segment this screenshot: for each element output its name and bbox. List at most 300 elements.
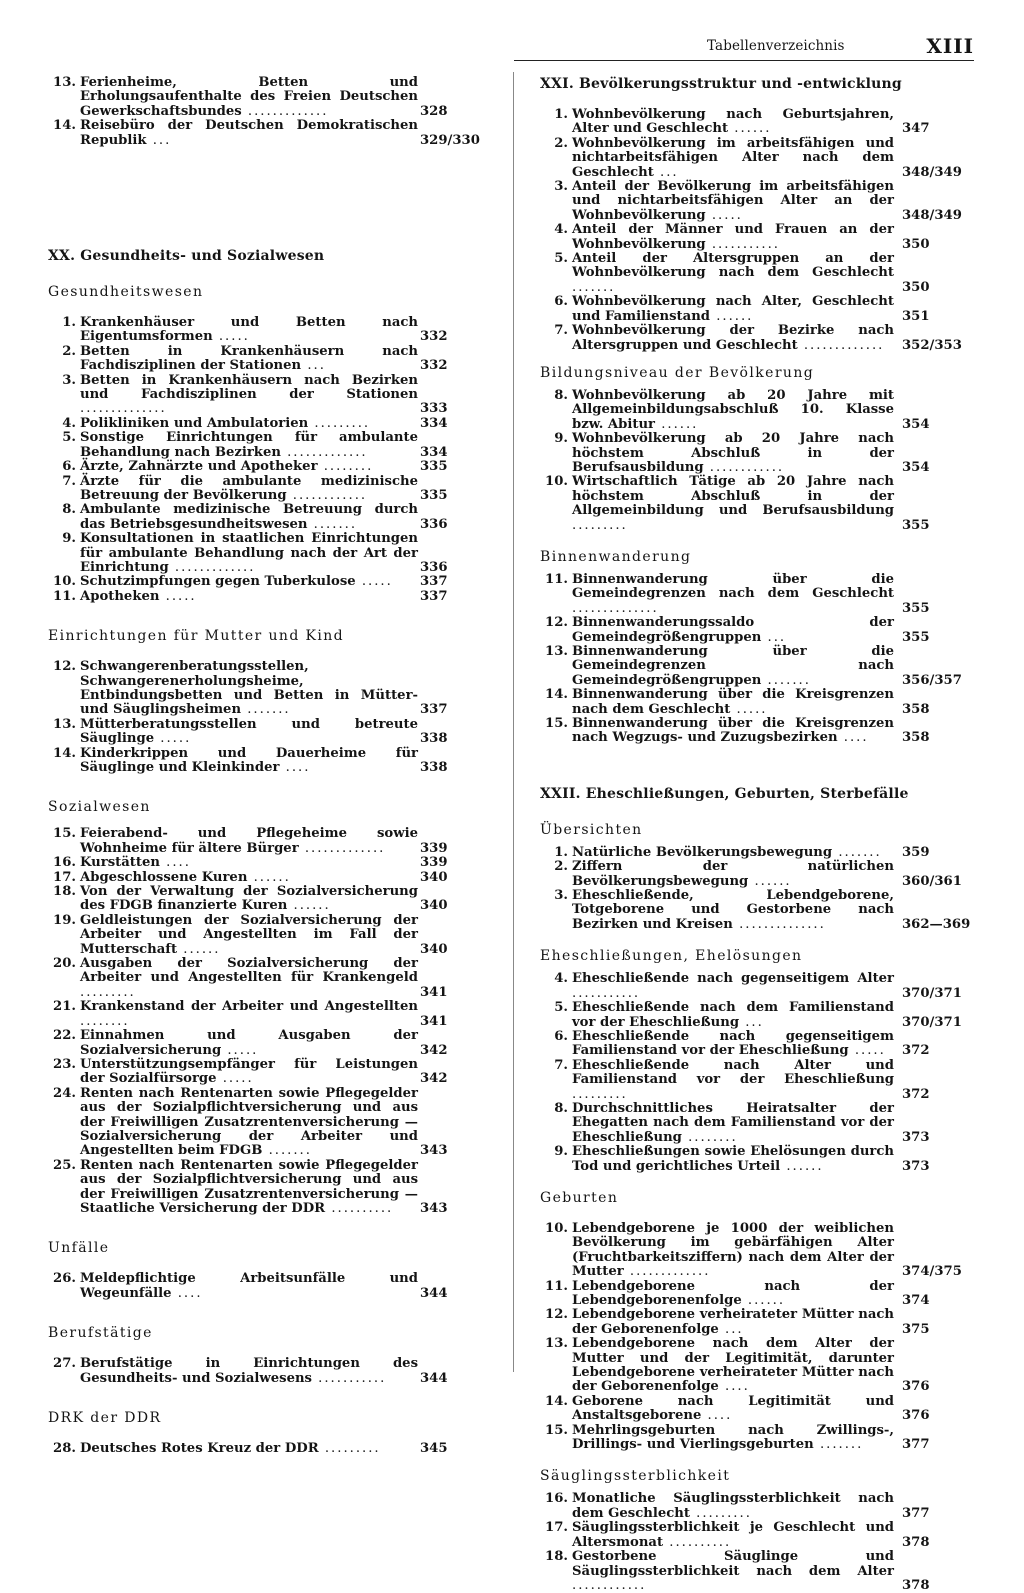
toc-entry — [48, 885, 510, 914]
leader-dots: ...... — [710, 308, 754, 324]
entry-number: 4. — [554, 222, 568, 238]
entry-title: Von der Verwaltung der Sozialversicherung des FDGB finanzierte Kuren — [80, 884, 418, 914]
toc-entry — [48, 1029, 510, 1058]
entry-page: 373 — [902, 1129, 930, 1145]
entry-page: 358 — [902, 701, 930, 717]
entry-title: Betten in Krankenhäusern nach Bezirken und Fachdisziplinen der Stationen — [80, 372, 418, 403]
column-divider — [513, 72, 514, 1372]
entry-page: 334 — [420, 444, 448, 460]
leader-dots: .......... — [663, 1534, 732, 1550]
section-heading-berufstaetige: Berufstätige — [48, 1325, 153, 1342]
entry-title: Wohnbevölkerung nach Alter, Geschlecht und Familienstand — [572, 294, 894, 324]
entry-title: Eheschließungen sowie Ehelösungen durch Tod und gerichtliches Urteil — [572, 1144, 894, 1174]
leader-dots: ............. — [168, 559, 256, 575]
entry-page: 344 — [420, 1285, 448, 1301]
entry-page: 339 — [420, 855, 448, 871]
toc-entry — [540, 180, 972, 223]
toc-entry — [540, 645, 972, 688]
entry-page: 340 — [420, 941, 448, 957]
section-heading-sozialwesen: Sozialwesen — [48, 799, 151, 816]
toc-entry — [48, 590, 510, 604]
entry-page: 341 — [420, 1013, 448, 1029]
entry-number: 22. — [53, 1028, 76, 1044]
entry-number: 5. — [554, 251, 568, 267]
entry-title: Monatliche Säuglingssterblichkeit nach dem Geschlecht — [572, 1491, 894, 1521]
list-sozialwesen — [48, 827, 510, 1216]
entry-title: Lebendgeborene je 1000 der weiblichen Bevölkerung im gebärfähigen Alter (Fruchtbarkeitsziffern) nach dem Alter der Mutter — [572, 1220, 894, 1280]
entry-number: 24. — [53, 1085, 76, 1101]
right-column — [540, 76, 972, 1593]
entry-title: Binnenwanderung über die Kreisgrenzen nach Wegzugs- und Zuzugsbezirken — [572, 716, 894, 746]
entry-number: 7. — [554, 1057, 568, 1073]
entry-number: 18. — [53, 884, 76, 900]
entry-page: 376 — [902, 1379, 930, 1395]
list-bildung — [540, 389, 972, 533]
entry-number: 12. — [53, 659, 76, 675]
leader-dots: ... — [653, 164, 679, 180]
section-heading-mutter-kind: Einrichtungen für Mutter und Kind — [48, 628, 345, 645]
entry-title: Geborene nach Legitimität und Anstaltsgeborene — [572, 1393, 894, 1424]
toc-entry — [540, 846, 972, 860]
entry-page: 354 — [902, 459, 930, 475]
entry-number: 9. — [62, 531, 76, 547]
entry-page: 354 — [902, 416, 930, 432]
list-uebersichten — [540, 846, 972, 932]
entry-title: Konsultationen in staatlichen Einrichtungen für ambulante Behandlung nach der Art der Einrichtung — [80, 531, 418, 575]
toc-entry — [540, 1030, 972, 1059]
entry-title: Geldleistungen der Sozialversicherung der Arbeiter und Angestellten im Fall der Mutterschaft — [80, 912, 418, 957]
leader-dots: ............ — [572, 1577, 647, 1593]
section-heading-geburten: Geburten — [540, 1189, 619, 1206]
toc-entry — [540, 860, 972, 889]
entry-page: 360/361 — [902, 873, 962, 889]
entry-number: 11. — [53, 588, 76, 604]
leader-dots: ........... — [705, 236, 780, 252]
toc-entry — [48, 957, 510, 1000]
entry-page: 332 — [420, 329, 448, 345]
page-number: XIII — [926, 34, 974, 58]
leader-dots: ..... — [221, 1042, 259, 1058]
toc-entry — [540, 1424, 972, 1453]
entry-number: 8. — [554, 1100, 568, 1116]
list-berufstaetige — [48, 1357, 510, 1386]
toc-entry — [540, 1059, 972, 1102]
toc-entry — [48, 747, 510, 776]
entry-number: 14. — [53, 118, 76, 134]
leader-dots: ............. — [623, 1264, 711, 1280]
entry-number: 23. — [53, 1056, 76, 1072]
leader-dots: ....... — [241, 702, 291, 718]
entry-number: 28. — [53, 1441, 76, 1456]
running-title: Tabellenverzeichnis — [707, 38, 845, 54]
chapter-heading-xxi: XXI. Bevölkerungsstruktur und -entwicklung — [540, 76, 902, 92]
entry-title: Lebendgeborene nach der Lebendgeborenenfolge — [572, 1278, 894, 1308]
toc-entry — [540, 1280, 972, 1309]
toc-entry — [540, 137, 972, 180]
section-heading-ehe: Eheschließungen, Ehelösungen — [540, 948, 803, 965]
entry-page: 347 — [902, 121, 930, 137]
toc-entry — [540, 1550, 972, 1593]
entry-title: Anteil der Bevölkerung im arbeitsfähigen und nichtarbeitsfähigen Alter an der Wohnbevölkerung — [572, 179, 894, 223]
toc-entry — [48, 1272, 510, 1301]
leader-dots: ............ — [703, 459, 785, 475]
entry-number: 11. — [545, 1278, 568, 1294]
entry-number: 11. — [545, 571, 568, 587]
leader-dots: ....... — [572, 279, 616, 295]
entry-page: 355 — [902, 629, 930, 645]
section-heading-gesundheitswesen: Gesundheitswesen — [48, 284, 204, 301]
entry-title: Ärzte, Zahnärzte und Apotheker — [80, 459, 318, 475]
list-top — [48, 76, 510, 148]
entry-page: 336 — [420, 516, 448, 532]
leader-dots: ........... — [311, 1370, 387, 1386]
entry-title: Natürliche Bevölkerungsbewegung — [572, 844, 833, 860]
entry-page: 359 — [902, 844, 930, 860]
entry-page: 351 — [902, 308, 930, 324]
toc-entry — [48, 475, 510, 504]
entry-page: 362—369 — [902, 916, 971, 932]
leader-dots: ..... — [154, 731, 192, 747]
entry-number: 14. — [545, 1393, 568, 1409]
entry-page: 372 — [902, 1086, 930, 1102]
entry-title: Unterstützungsempfänger für Leistungen der Sozialfürsorge — [80, 1056, 418, 1087]
entry-title: Mütterberatungsstellen und betreute Säuglinge — [80, 716, 418, 747]
toc-entry — [540, 432, 972, 475]
entry-number: 4. — [554, 971, 568, 987]
section-heading-bildung: Bildungsniveau der Bevölkerung — [540, 364, 815, 381]
toc-entry — [540, 889, 972, 932]
entry-title: Eheschließende nach Alter und Familienstand vor der Eheschließung — [572, 1057, 894, 1088]
entry-page: 372 — [902, 1043, 930, 1059]
entry-number: 10. — [53, 574, 76, 590]
toc-entry — [48, 1000, 510, 1029]
leader-dots: .... — [718, 1379, 750, 1395]
entry-title: Ambulante medizinische Betreuung durch das Betriebsgesundheitswesen — [80, 502, 418, 532]
entry-number: 20. — [53, 956, 76, 972]
toc-entry — [48, 575, 510, 589]
entry-number: 13. — [545, 1336, 568, 1352]
leader-dots: .... — [171, 1285, 203, 1301]
entry-page: 355 — [902, 517, 930, 533]
entry-number: 14. — [545, 687, 568, 703]
leader-dots: ............. — [797, 337, 885, 353]
toc-entry — [48, 345, 510, 374]
toc-entry — [540, 573, 972, 616]
toc-entry — [48, 1087, 510, 1159]
leader-dots: ... — [146, 132, 172, 148]
toc-entry — [48, 1357, 510, 1386]
leader-dots: .... — [837, 730, 869, 746]
entry-number: 3. — [554, 179, 568, 195]
toc-entry — [48, 417, 510, 431]
entry-number: 10. — [545, 1220, 568, 1236]
entry-page: 343 — [420, 1200, 448, 1216]
entry-page: 335 — [420, 487, 448, 503]
entry-page: 342 — [420, 1071, 448, 1087]
toc-entry — [540, 324, 972, 353]
left-column — [48, 76, 510, 1456]
toc-entry — [48, 374, 510, 417]
list-saeugling — [540, 1492, 972, 1593]
entry-page: 337 — [420, 588, 448, 604]
entry-page: 373 — [902, 1158, 930, 1174]
leader-dots: .... — [279, 760, 311, 775]
entry-number: 16. — [545, 1491, 568, 1507]
toc-entry — [48, 76, 510, 119]
entry-title: Kinderkrippen und Dauerheime für Säuglinge und Kleinkinder — [80, 745, 418, 775]
entry-title: Feierabend- und Pflegeheime sowie Wohnheime für ältere Bürger — [80, 826, 418, 856]
list-gesundheitswesen — [48, 316, 510, 604]
leader-dots: ... — [761, 629, 787, 645]
entry-number: 7. — [554, 323, 568, 339]
leader-dots: ........... — [572, 985, 641, 1001]
entry-number: 15. — [545, 716, 568, 732]
leader-dots: ..... — [705, 207, 743, 223]
entry-page: 358 — [902, 730, 930, 746]
toc-entry — [48, 1058, 510, 1087]
entry-title: Wohnbevölkerung nach Geburtsjahren, Alter und Geschlecht — [572, 107, 894, 137]
chapter-heading-xxii: XXII. Eheschließungen, Geburten, Sterbefälle — [540, 785, 909, 802]
entry-page: 356/357 — [902, 672, 962, 688]
entry-title: Wohnbevölkerung der Bezirke nach Altersgruppen und Geschlecht — [572, 323, 894, 353]
leader-dots: ..... — [730, 701, 768, 717]
leader-dots: ....... — [307, 516, 358, 532]
entry-page: 340 — [420, 898, 448, 914]
leader-dots: ......... — [572, 517, 628, 533]
leader-dots: ...... — [287, 898, 331, 914]
entry-title: Apotheken — [80, 588, 160, 604]
toc-entry — [48, 914, 510, 957]
entry-page: 332 — [420, 358, 448, 374]
leader-dots: ..... — [848, 1043, 886, 1059]
entry-number: 17. — [545, 1520, 568, 1536]
entry-page: 370/371 — [902, 985, 962, 1001]
entry-title: Lebendgeborene verheirateter Mütter nach der Geborenenfolge — [572, 1307, 894, 1337]
entry-title: Gestorbene Säuglinge und Säuglingssterblichkeit nach dem Alter — [572, 1549, 894, 1579]
entry-number: 19. — [53, 912, 76, 928]
entry-title: Wohnbevölkerung ab 20 Jahre nach höchstem Abschluß in der Berufsausbildung — [572, 431, 894, 475]
toc-entry — [48, 316, 510, 345]
leader-dots: ......... — [318, 1441, 381, 1456]
toc-entry — [540, 475, 972, 533]
entry-number: 3. — [554, 888, 568, 904]
toc-entry — [540, 1001, 972, 1030]
leader-dots: ............ — [286, 487, 368, 503]
entry-title: Krankenstand der Arbeiter und Angestellten — [80, 999, 418, 1015]
list-geburten — [540, 1222, 972, 1453]
entry-page: 377 — [902, 1437, 930, 1453]
leader-dots: ....... — [262, 1143, 312, 1159]
section-heading-binnen: Binnenwanderung — [540, 548, 692, 565]
toc-entry — [540, 223, 972, 252]
toc-entry — [540, 972, 972, 1001]
entry-number: 25. — [53, 1157, 76, 1173]
entry-title: Abgeschlossene Kuren — [80, 869, 248, 885]
entry-number: 9. — [554, 1144, 568, 1160]
leader-dots: ........ — [317, 459, 374, 475]
toc-entry — [540, 1308, 972, 1337]
entry-page: 348/349 — [902, 207, 962, 223]
leader-dots: ............. — [241, 103, 329, 119]
entry-page: 344 — [420, 1370, 448, 1386]
chapter-heading-xx: XX. Gesundheits- und Sozialwesen — [48, 248, 325, 265]
entry-title: Schwangerenberatungsstellen, Schwangerenerholungsheime, Entbindungsbetten und Betten in Mütter- und Säuglingsheimen — [80, 659, 418, 718]
toc-entry — [540, 1395, 972, 1424]
leader-dots: ...... — [655, 416, 699, 432]
toc-entry — [540, 616, 972, 645]
leader-dots: ... — [301, 358, 326, 374]
entry-number: 9. — [554, 431, 568, 447]
leader-dots: ...... — [741, 1293, 786, 1308]
entry-number: 12. — [545, 1307, 568, 1323]
entry-number: 5. — [62, 430, 76, 446]
leader-dots: ......... — [689, 1505, 752, 1521]
leader-dots: ........ — [681, 1129, 738, 1145]
entry-title: Binnenwanderung über die Gemeindegrenzen nach dem Geschlecht — [572, 571, 894, 602]
entry-number: 4. — [62, 415, 76, 431]
entry-title: Schutzimpfungen gegen Tuberkulose — [80, 574, 356, 590]
toc-entry — [540, 1102, 972, 1145]
leader-dots: ....... — [761, 672, 811, 688]
entry-number: 17. — [53, 869, 76, 885]
list-bevoelkerung — [540, 108, 972, 353]
list-drk — [48, 1442, 510, 1456]
leader-dots: ..... — [159, 588, 197, 604]
toc-entry — [48, 660, 510, 718]
entry-title: Krankenhäuser und Betten nach Eigentumsformen — [80, 315, 418, 345]
entry-title: Anteil der Männer und Frauen an der Wohnbevölkerung — [572, 222, 894, 252]
entry-page: 338 — [420, 731, 448, 747]
entry-number: 1. — [62, 315, 76, 331]
toc-entry — [48, 871, 510, 885]
entry-page: 345 — [420, 1441, 448, 1456]
entry-page: 377 — [902, 1505, 930, 1521]
entry-page: 343 — [420, 1143, 448, 1159]
entry-title: Eheschließende nach dem Familienstand vor der Eheschließung — [572, 1000, 894, 1030]
entry-page: 341 — [420, 984, 448, 1000]
entry-title: Kurstätten — [80, 855, 160, 871]
leader-dots: ....... — [832, 844, 882, 860]
entry-title: Ärzte für die ambulante medizinische Betreuung der Bevölkerung — [80, 473, 418, 503]
toc-entry — [540, 1337, 972, 1395]
entry-page: 376 — [902, 1408, 930, 1424]
entry-page: 329/330 — [420, 132, 480, 148]
entry-title: Eheschließende, Lebendgeborene, Totgeborene und Gestorbene nach Bezirken und Kreisen — [572, 888, 894, 932]
entry-title: Säuglingssterblichkeit je Geschlecht und Altersmonat — [572, 1520, 894, 1550]
toc-entry — [540, 108, 972, 137]
entry-title: Binnenwanderungssaldo der Gemeindegrößengruppen — [572, 615, 894, 645]
entry-number: 26. — [53, 1271, 76, 1287]
entry-page: 334 — [420, 415, 448, 431]
leader-dots: .... — [159, 855, 191, 871]
entry-page: 339 — [420, 840, 448, 856]
leader-dots: ...... — [780, 1158, 824, 1174]
leader-dots: ......... — [572, 1086, 628, 1102]
entry-number: 13. — [53, 75, 76, 90]
leader-dots: ..... — [212, 329, 250, 345]
entry-number: 3. — [62, 372, 76, 388]
section-heading-unfaelle: Unfälle — [48, 1240, 110, 1257]
toc-entry — [48, 1442, 510, 1456]
entry-page: 350 — [902, 279, 930, 295]
entry-title: Eheschließende nach gegenseitigem Familienstand vor der Eheschließung — [572, 1028, 894, 1059]
toc-entry — [48, 856, 510, 870]
toc-entry — [540, 252, 972, 295]
entry-number: 27. — [53, 1356, 76, 1372]
entry-number: 8. — [554, 387, 568, 403]
entry-title: Ausgaben der Sozialversicherung der Arbeiter und Angestellten für Krankengeld — [80, 956, 418, 986]
entry-page: 352/353 — [902, 337, 962, 353]
leader-dots: ...... — [728, 121, 772, 137]
entry-number: 5. — [554, 1000, 568, 1016]
entry-number: 6. — [554, 294, 568, 310]
toc-entry — [540, 1521, 972, 1550]
entry-title: Binnenwanderung über die Gemeindegrenzen nach Gemeindegrößengruppen — [572, 644, 894, 688]
toc-entry — [540, 1222, 972, 1280]
entry-page: 336 — [420, 559, 448, 575]
leader-dots: ......... — [80, 984, 136, 1000]
entry-title: Renten nach Rentenarten sowie Pflegegelder aus der Sozialpflichtversicherung und aus der Freiwilligen Zusatzrentenversicherung — Staatliche Versicherung der DDR — [80, 1157, 418, 1216]
section-heading-saeugling: Säuglingssterblichkeit — [540, 1468, 731, 1485]
list-ehe — [540, 972, 972, 1174]
entry-title: Wirtschaftlich Tätige ab 20 Jahre nach höchstem Abschluß in der Allgemeinbildung und Berufsausbildung — [572, 474, 894, 519]
entry-number: 2. — [554, 135, 568, 151]
entry-page: 335 — [420, 459, 448, 475]
entry-page: 374 — [902, 1293, 930, 1308]
toc-entry — [48, 1159, 510, 1217]
entry-page: 375 — [902, 1321, 930, 1337]
toc-entry — [540, 717, 972, 746]
list-mutter-kind — [48, 660, 510, 775]
entry-number: 6. — [554, 1028, 568, 1044]
entry-number: 13. — [545, 644, 568, 659]
entry-title: Ferienheime, Betten und Erholungsaufenthalte des Freien Deutschen Gewerkschaftsbundes — [80, 75, 418, 119]
entry-title: Meldepflichtige Arbeitsunfälle und Wegeunfälle — [80, 1271, 418, 1301]
entry-page: 333 — [420, 401, 448, 417]
leader-dots: ........ — [80, 1013, 130, 1029]
entry-page: 355 — [902, 600, 930, 616]
header-rule — [514, 60, 974, 61]
leader-dots: ..... — [355, 574, 393, 590]
toc-entry — [48, 532, 510, 575]
leader-dots: ....... — [813, 1437, 864, 1453]
entry-title: Sonstige Einrichtungen für ambulante Behandlung nach Bezirken — [80, 430, 418, 460]
leader-dots: ... — [739, 1014, 764, 1030]
toc-entry — [540, 1492, 972, 1521]
entry-title: Polikliniken und Ambulatorien — [80, 415, 309, 431]
leader-dots: ............. — [280, 444, 368, 460]
leader-dots: ...... — [748, 873, 792, 889]
entry-number: 13. — [53, 716, 76, 732]
toc-entry — [48, 119, 510, 148]
entry-number: 2. — [62, 343, 76, 359]
entry-title: Wohnbevölkerung im arbeitsfähigen und nichtarbeitsfähigen Alter nach dem Geschlecht — [572, 135, 894, 180]
entry-page: 378 — [902, 1577, 930, 1593]
entry-title: Anteil der Altersgruppen an der Wohnbevölkerung nach dem Geschlecht — [572, 251, 894, 281]
entry-number: 15. — [545, 1422, 568, 1438]
entry-page: 337 — [420, 574, 448, 590]
entry-page: 370/371 — [902, 1014, 962, 1030]
toc-entry — [540, 295, 972, 324]
list-binnen — [540, 573, 972, 746]
entry-title: Renten nach Rentenarten sowie Pflegegelder aus der Sozialpflichtversicherung und aus der Freiwilligen Zusatzrentenversicherung — Sozialversicherung der Arbeiter und Angestellten beim FDGB — [80, 1085, 418, 1159]
toc-entry — [540, 389, 972, 432]
entry-title: Deutsches Rotes Kreuz der DDR — [80, 1441, 319, 1456]
leader-dots: .............. — [732, 916, 826, 932]
entry-number: 21. — [53, 999, 76, 1015]
entry-title: Berufstätige in Einrichtungen des Gesundheits- und Sozialwesens — [80, 1356, 418, 1386]
entry-title: Einnahmen und Ausgaben der Sozialversicherung — [80, 1028, 418, 1058]
